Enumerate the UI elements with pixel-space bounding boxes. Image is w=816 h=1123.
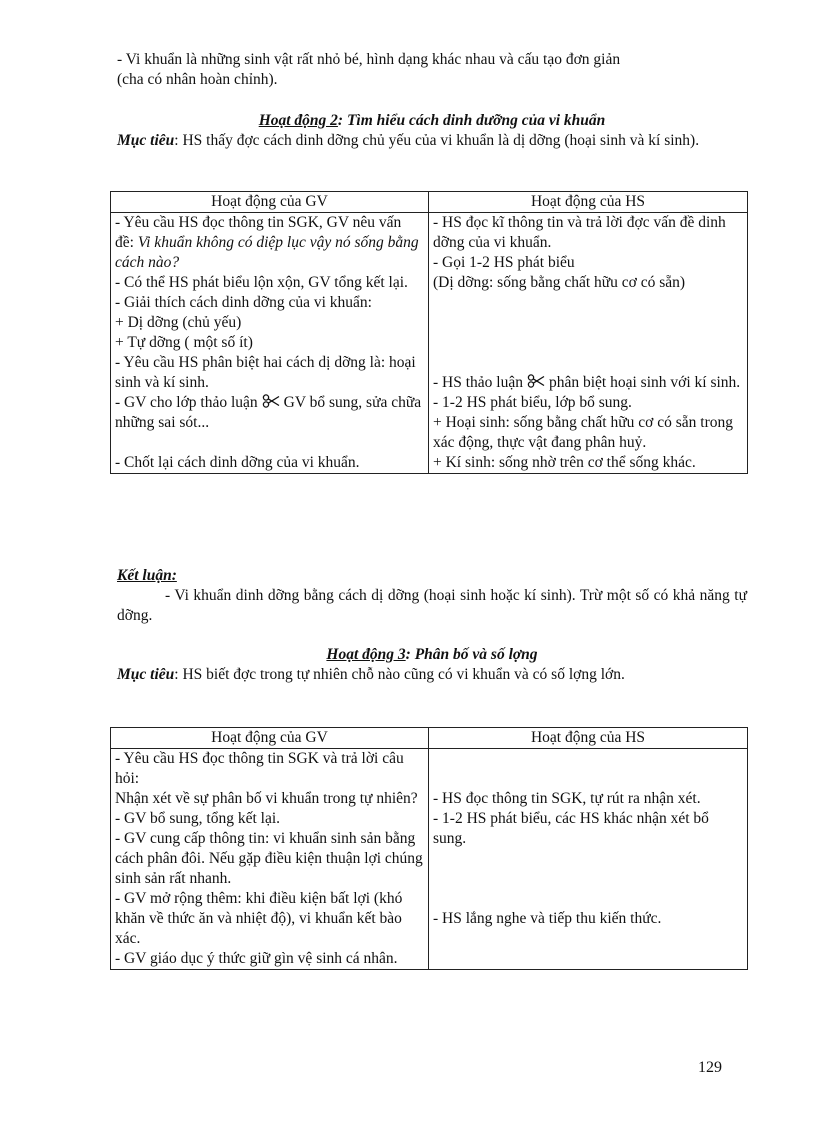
table-line: - GV bổ sung, tổng kết lại. (115, 810, 281, 827)
table-spacer (115, 433, 424, 453)
table-line: - Giải thích cách dinh dỡng của vi khuẩn: (115, 294, 372, 311)
activity3-table (110, 727, 748, 970)
table-line: - HS lắng nghe và tiếp thu kiến thức. (433, 910, 662, 927)
table-line: + Kí sinh: sống nhờ trên cơ thể sống khác. (433, 454, 696, 471)
table-line: - Có thể HS phát biểu lộn xộn, GV tổng kết lại. (115, 274, 408, 291)
table-line: - 1-2 HS phát biểu, lớp bổ sung. (433, 394, 632, 411)
activity2-gv-cell (111, 213, 429, 474)
table-line: + Tự dỡng ( một số ít) (115, 334, 253, 351)
activity3-objective: Mục tiêu: HS biết đợc trong tự nhiên chỗ nào cũng có vi khuẩn và có số lợng lớn. (117, 666, 625, 683)
table-line: - HS đọc kĩ thông tin và trả lời đợc vấn đề dinh dỡng của vi khuẩn. (433, 214, 726, 251)
activity2-header (117, 111, 747, 151)
activity3-header (117, 645, 747, 685)
intro-paragraph (117, 50, 747, 90)
table-line: - GV cho lớp thảo luận GV bổ sung, sửa chữa những sai sót... (115, 394, 422, 431)
page-number: 129 (698, 1059, 722, 1076)
activity2-heading: Hoạt động 2: Tìm hiểu cách dinh dưỡng của vi khuẩn (258, 112, 606, 129)
table-line: + Dị dỡng (chủ yếu) (115, 314, 242, 331)
conclusion (117, 566, 747, 626)
table-line: (Dị dỡng: sống bằng chất hữu cơ có sẵn) (433, 274, 686, 291)
table-line: - Gọi 1-2 HS phát biểu (433, 254, 575, 271)
table-line: - GV giáo dục ý thức giữ gìn vệ sinh cá nhân. (115, 950, 398, 967)
activity2-hs-cell (429, 213, 748, 474)
intro-line-1: - Vi khuẩn là những sinh vật rất nhỏ bé, hình dạng khác nhau và cấu tạo đơn giản (117, 51, 621, 68)
intro-line-2: (cha có nhân hoàn chỉnh). (117, 71, 278, 88)
activity2-header-gv: Hoạt động của GV (111, 192, 429, 213)
table-line: Nhận xét về sự phân bố vi khuẩn trong tự nhiên? (115, 790, 418, 807)
table-line: - Chốt lại cách dinh dỡng của vi khuẩn. (115, 454, 360, 471)
table-line: - Yêu cầu HS đọc thông tin SGK, GV nêu vấn đề: Vi khuẩn không có diệp lục vậy nó sống bằng cách nào? (115, 214, 419, 271)
table-line: + Hoại sinh: sống bằng chất hữu cơ có sẵn trong xác động, thực vật đang phân huỷ. (433, 414, 733, 451)
scissors-icon (262, 394, 280, 408)
table-spacer (433, 293, 743, 373)
table-line: - GV cung cấp thông tin: vi khuẩn sinh sản bằng cách phân đôi. Nếu gặp điều kiện thuận lợi chúng sinh sản rất nhanh. (115, 830, 423, 887)
conclusion-label: Kết luận: (117, 567, 177, 584)
table-line: - GV mở rộng thêm: khi điều kiện bất lợi (khó khăn về thức ăn và nhiệt độ), vi khuẩn kết bào xác. (115, 890, 403, 947)
activity3-hs-cell (429, 749, 748, 970)
activity2-header-hs: Hoạt động của HS (429, 192, 748, 213)
table-spacer (433, 849, 743, 909)
activity3-heading: Hoạt động 3: Phân bố và số lợng (326, 646, 538, 663)
table-line: - Yêu cầu HS phân biệt hai cách dị dỡng là: hoại sinh và kí sinh. (115, 354, 416, 391)
scissors-icon (527, 374, 545, 388)
activity3-header-hs: Hoạt động của HS (429, 728, 748, 749)
activity2-table (110, 191, 748, 474)
table-line: - 1-2 HS phát biểu, các HS khác nhận xét bổ sung. (433, 810, 709, 847)
activity2-objective: Mục tiêu: HS thấy đợc cách dinh dỡng chủ yếu của vi khuẩn là dị dỡng (hoại sinh và kí sinh). (117, 132, 700, 149)
activity3-header-gv: Hoạt động của GV (111, 728, 429, 749)
table-line: - HS thảo luận phân biệt hoại sinh với kí sinh. (433, 374, 741, 391)
activity3-gv-cell (111, 749, 429, 970)
table-line: - HS đọc thông tin SGK, tự rút ra nhận xét. (433, 790, 701, 807)
conclusion-text: - Vi khuẩn dinh dỡng bằng cách dị dỡng (hoại sinh hoặc kí sinh). Trừ một số có khả năng tự dỡng. (117, 587, 747, 624)
table-line: - Yêu cầu HS đọc thông tin SGK và trả lời câu hỏi: (115, 750, 404, 787)
table-spacer (433, 749, 743, 789)
